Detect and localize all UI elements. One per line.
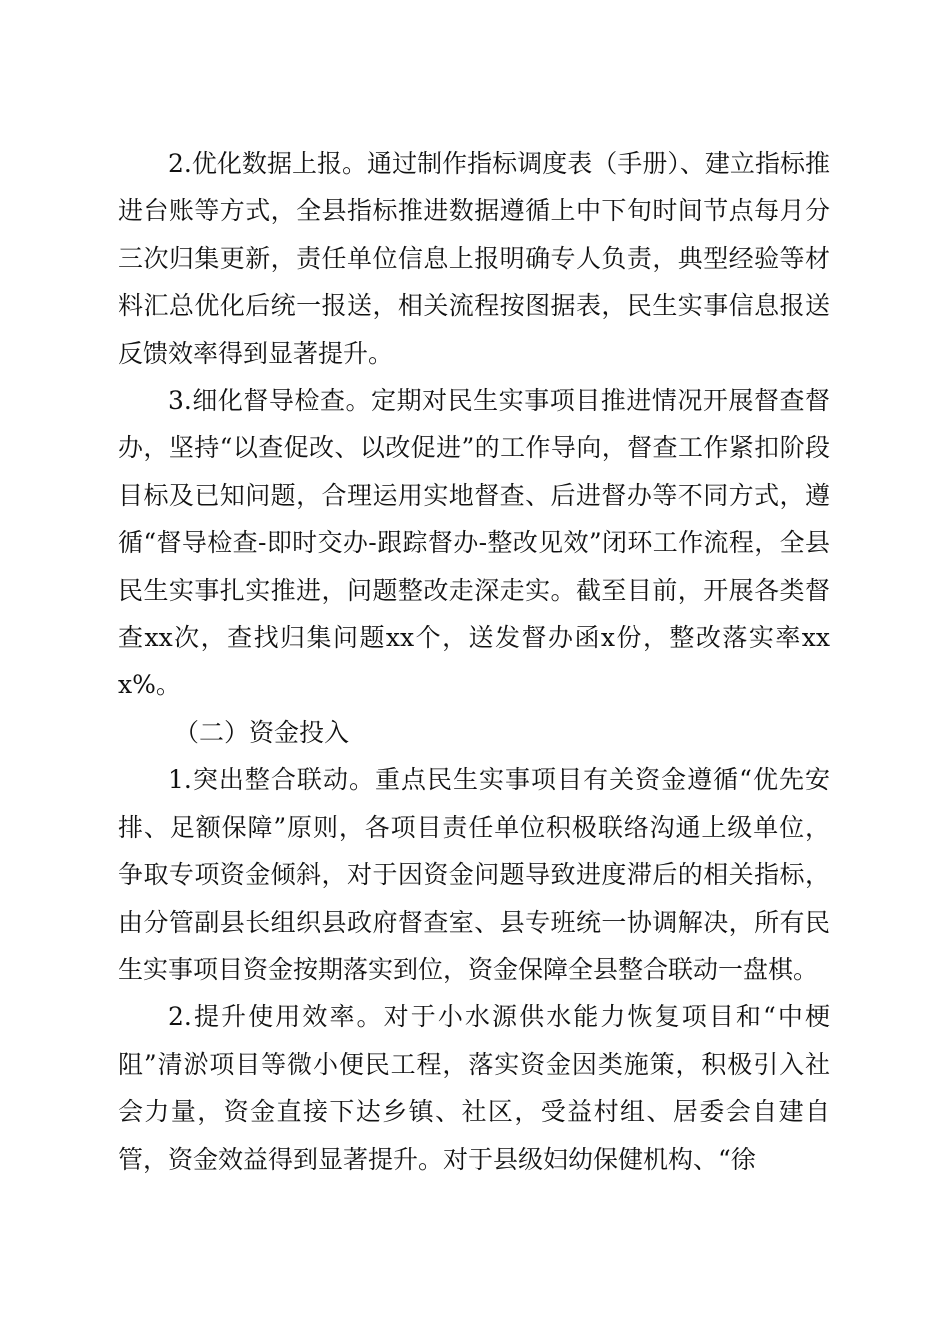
paragraph-supervision: 3.细化督导检查。定期对民生实事项目推进情况开展督查督办，坚持“以查促改、以改促进”的工作导向，督查工作紧扣阶段目标及已知问题，合理运用实地督查、后进督办等不同方式，遵循“督导检查-即时交办-跟踪督办-整改见效”闭环工作流程，全县民生实事扎实推进，问题整改走深走实。截至目前，开展各类督查xx次，查找归集问题xx个，送发督办函x份，整改落实率xxx%。 bbox=[118, 386, 830, 700]
paragraph-efficiency: 2.提升使用效率。对于小水源供水能力恢复项目和“中梗阻”清淤项目等微小便民工程，落实资金因类施策，积极引入社会力量，资金直接下达乡镇、社区，受益村组、居委会自建自管，资金效益得到显著提升。对于县级妇幼保健机构、“徐 bbox=[118, 1002, 830, 1174]
section-heading-funding: （二）资金投入 bbox=[174, 717, 350, 747]
paragraph-data-reporting: 2.优化数据上报。通过制作指标调度表（手册）、建立指标推进台账等方式，全县指标推进数据遵循上中下旬时间节点每月分三次归集更新，责任单位信息上报明确专人负责，典型经验等材料汇总优化后统一报送，相关流程按图据表，民生实事信息报送反馈效率得到显著提升。 bbox=[118, 149, 830, 368]
document-body bbox=[118, 140, 830, 1183]
paragraph-integration: 1.突出整合联动。重点民生实事项目有关资金遵循“优先安排、足额保障”原则，各项目责任单位积极联络沟通上级单位，争取专项资金倾斜，对于因资金问题导致进度滞后的相关指标，由分管副县长组织县政府督查室、县专班统一协调解决，所有民生实事项目资金按期落实到位，资金保障全县整合联动一盘棋。 bbox=[118, 765, 830, 984]
